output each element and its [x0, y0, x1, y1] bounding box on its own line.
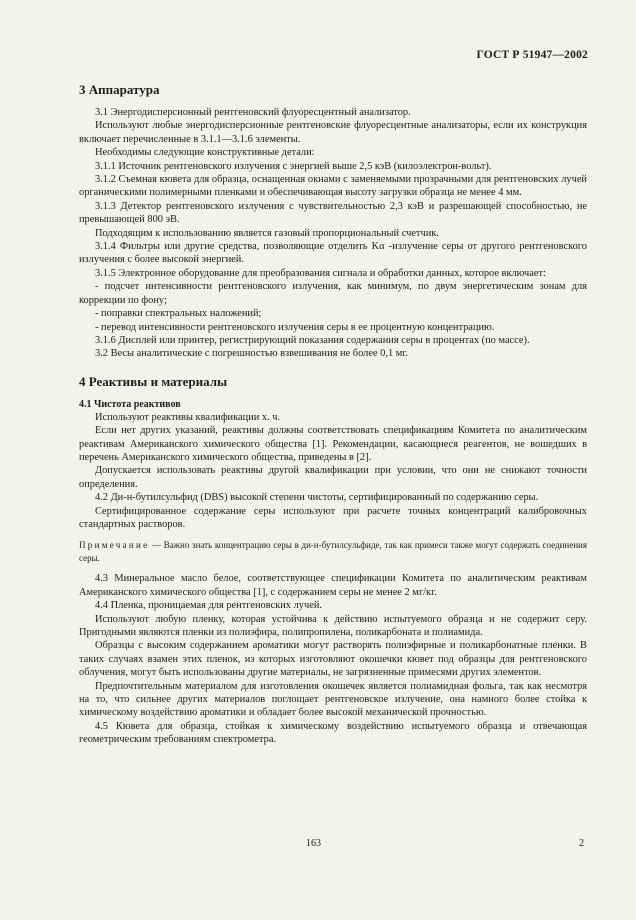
list-item: - поправки спектральных наложений;	[95, 308, 262, 320]
section-3-title: 3 Аппаратура	[79, 82, 160, 97]
paragraph: Допускается использовать реактивы другой квалификации при условии, что они не снижают точности определения.	[79, 465, 587, 490]
paragraph: Необходимы следующие конструктивные детали:	[95, 147, 315, 159]
paragraph: 3.2 Весы аналитические с погрешностью взвешивания не более 0,1 мг.	[95, 348, 409, 360]
paragraph: 3.1 Энергодисперсионный рентгеновский флуоресцентный анализатор.	[95, 107, 411, 118]
paragraph: Подходящим к использованию является газовый пропорциональный счетчик.	[95, 227, 439, 239]
paragraph: Используют любую пленку, которая устойчива к действию испытуемого образца и не содержит серу. Пригодными являются пленки из полиэфира, полипропилена, поликарбоната и полиамида.	[79, 613, 587, 638]
list-item: - перевод интенсивности рентгеновского излучения серы в ее процентную концентрацию.	[95, 321, 495, 333]
paragraph: Сертифицированное содержание серы используют при расчете точных концентраций калибровочных стандартных растворов.	[79, 505, 587, 530]
paragraph: Образцы с высоким содержанием ароматики могут растворять полиэфирные и поликарбонатные пленки. В таких случаях взамен этих пленок, из которых изготовляют окошечки кювет под образцы для рентгеновского облучения, могут быть использованы другие материалы, не загрязненные примесями других элементов.	[79, 640, 587, 679]
paragraph: 3.1.5 Электронное оборудование для преобразования сигнала и обработки данных, которое включает:	[95, 267, 546, 279]
paragraph: 4.5 Кювета для образца, стойкая к химическому воздействию испытуемого образца и отвечающая геометрическим требованиям спектрометра.	[79, 720, 587, 746]
section-4-title: 4 Реактивы и материалы	[79, 373, 228, 389]
paragraph: Если нет других указаний, реактивы должны соответствовать спецификациям Комитета по аналитическим реактивам Американского химического общества [1]. Рекомендации, касающиеся реагентов, не вошедших в перечень Американского химического общества, приведены в [2].	[79, 425, 587, 463]
note-text: — Важно знать концентрацию серы в ди-н-бутилсульфиде, так как примеси также могут содержать соединения серы.	[79, 540, 587, 563]
paragraph: Используют реактивы квалификации х. ч.	[95, 411, 281, 423]
paragraph: 4.4 Пленка, проницаемая для рентгеновских лучей.	[95, 600, 322, 612]
paragraph: Предпочтительным материалом для изготовления окошечек является полиамидная фольга, так как несмотря на то, что сильнее других материалов поглощает рентгеновское излучение, она намного более стойка к химическому воздействию ароматики и обладает более высокой механической прочностью.	[79, 680, 587, 719]
paragraph: 4.2 Ди-н-бутилсульфид (DBS) высокой степени чистоты, сертифицированный по содержанию серы.	[95, 492, 539, 504]
subsection-title: 4.1 Чистота реактивов	[79, 398, 181, 410]
note	[79, 539, 587, 564]
paragraph: 3.1.2 Съемная кювета для образца, оснащенная окнами с заменяемыми прозрачными для рентгеновских лучей органическими полимерными пленками и обеспечивающая высоту загрузки образца не менее 4 мм.	[79, 174, 587, 199]
note-label: Примечание	[79, 540, 150, 551]
standard-header: ГОСТ Р 51947—2002	[476, 49, 588, 61]
list-item: - подсчет интенсивности рентгеновского излучения, как минимум, по двум энергетическим зонам для коррекции по фону;	[79, 281, 587, 306]
paragraph: 3.1.3 Детектор рентгеновского излучения с чувствительностью 2,3 кэВ и разрешающей способностью, не превышающей 800 эВ.	[79, 200, 587, 226]
page-number: 163	[306, 838, 321, 849]
sheet-number: 2	[579, 838, 584, 849]
paragraph: 3.1.1 Источник рентгеновского излучения с энергией выше 2,5 кэВ (килоэлектрон-вольт).	[95, 160, 492, 172]
document-body	[79, 82, 587, 747]
paragraph: 3.1.4 Фильтры или другие средства, позволяющие отделить Kα -излучение серы от другого рентгеновского излучения с более высокой энергией.	[79, 241, 587, 266]
paragraph: 4.3 Минеральное масло белое, соответствующее спецификации Комитета по аналитическим реактивам Американского химического общества [1], с содержанием серы не менее 2 мг/кг.	[79, 573, 587, 598]
paragraph: Используют любые энергодисперсионные рентгеновские флуоресцентные анализаторы, если их конструкция включает перечисленные в 3.1.1—3.1.6 элементы.	[79, 120, 587, 145]
paragraph: 3.1.6 Дисплей или принтер, регистрирующий показания содержания серы в процентах (по массе).	[95, 334, 530, 346]
